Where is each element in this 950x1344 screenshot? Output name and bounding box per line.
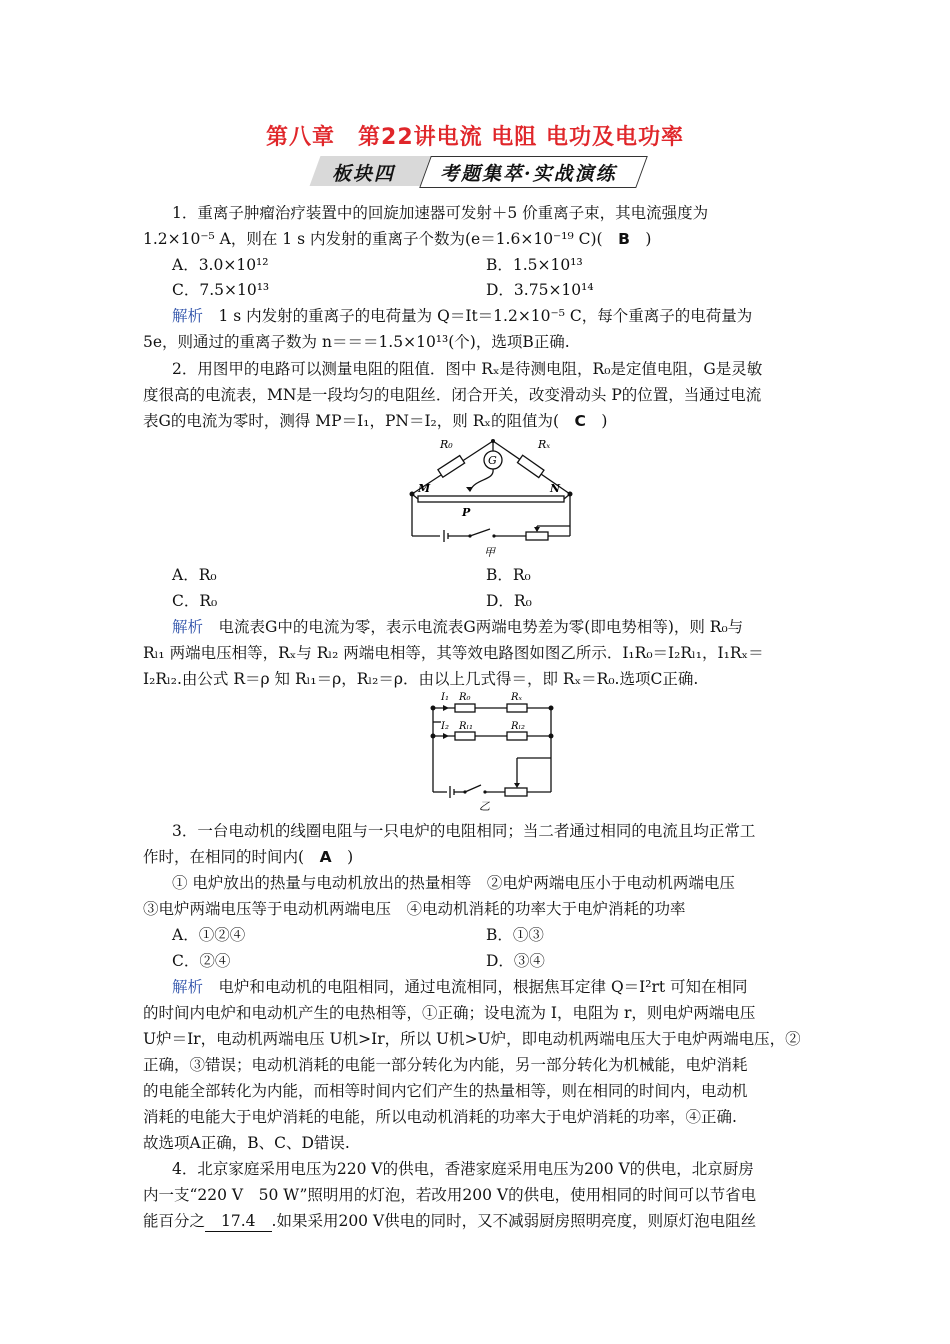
figure-yi-circuit xyxy=(425,688,560,813)
rheostat-b xyxy=(505,788,527,796)
q4-line-3 xyxy=(143,1208,783,1234)
banner-right-text: 考题集萃·实战演练 xyxy=(440,163,617,185)
fig1-label-g: G xyxy=(488,454,497,467)
q2-stem: 表G的电流为零时，测得 MP＝I₁，PN＝I₂，则 Rₓ的阻值为( xyxy=(143,412,559,430)
fig2-label-rx: Rₓ xyxy=(511,692,523,703)
q3-close: ) xyxy=(347,848,354,866)
q4-line-2: 内一支“220 V 50 W”照明用的灯泡，若改用200 V的供电，使用相同的时间可以节省电 xyxy=(143,1186,757,1204)
q1-analysis-label: 解析 xyxy=(172,307,204,325)
q1-answer: B xyxy=(618,230,630,248)
q2-option-a: A．R₀ xyxy=(172,566,217,584)
q1-line-1: 1．重离子肿瘤治疗装置中的回旋加速器可发射＋5 价重离子束，其电流强度为 xyxy=(172,204,709,222)
q3-line-2 xyxy=(143,844,783,870)
resistor-r0 xyxy=(438,456,465,478)
q2-analysis-1 xyxy=(172,614,812,640)
banner-left-text: 板块四 xyxy=(332,163,396,185)
q2-analysis-label: 解析 xyxy=(172,618,204,636)
q1-analysis-1 xyxy=(172,303,812,329)
page-title: 第八章 第22讲电流 电阻 电功及电功率 xyxy=(266,125,684,150)
fig2-label-i1: I₁ xyxy=(441,692,449,703)
q4-line-1: 4．北京家庭采用电压为220 V的供电，香港家庭采用电压为200 V的供电，北京厨房 xyxy=(172,1160,754,1178)
q2-option-b: B．R₀ xyxy=(486,566,531,584)
q3-analysis-5: 的电能全部转化为内能，而相等时间内它们产生的热量相等，则在相同的时间内，电动机 xyxy=(143,1082,748,1100)
q2-analysis-2: Rₗ₁ 两端电压相等，Rₓ与 Rₗ₂ 两端电相等，其等效电路图如图乙所示．I₁R₀＝I₂Rₗ₁，I₁Rₓ＝ xyxy=(143,644,764,662)
fig2-caption: 乙 xyxy=(479,800,490,813)
q3-statement-2: ③电炉两端电压等于电动机两端电压 ④电动机消耗的功率大于电炉消耗的功率 xyxy=(143,900,686,918)
q3-analysis-6: 消耗的电能大于电炉消耗的电能，所以电动机消耗的功率大于电炉消耗的功率，④正确. xyxy=(143,1108,737,1126)
fig2-label-rl2: Rₗ₂ xyxy=(511,721,525,732)
q1-close: ) xyxy=(645,230,652,248)
q1-option-a: A．3.0×10¹² xyxy=(172,256,269,274)
q2-line-1: 2．用图甲的电路可以测量电阻的阻值．图中 Rₓ是待测电阻，R₀是定值电阻，G是灵敏 xyxy=(172,360,763,378)
q1-option-b: B．1.5×10¹³ xyxy=(486,256,583,274)
resistor-rl1 xyxy=(455,732,475,740)
q2-option-c: C．R₀ xyxy=(172,592,218,610)
q3-stem: 作时，在相同的时间内( xyxy=(143,848,305,866)
resistor-r0-b xyxy=(455,704,475,712)
switch-b xyxy=(465,785,481,792)
q2-answer: C xyxy=(574,412,586,430)
q3-option-d: D．③④ xyxy=(486,952,545,970)
q3-option-b: B．①③ xyxy=(486,926,544,944)
switch xyxy=(470,529,490,536)
fig2-label-r0: R₀ xyxy=(459,692,471,703)
q1-analysis-2: 5e，则通过的重离子数为 n＝＝＝1.5×10¹³(个)，选项B正确. xyxy=(143,333,570,351)
q1-option-c: C．7.5×10¹³ xyxy=(172,281,270,299)
resistor-rx-b xyxy=(507,704,527,712)
q3-analysis-7: 故选项A正确，B、C、D错误. xyxy=(143,1134,350,1152)
q3-analysis-label: 解析 xyxy=(172,978,204,996)
q1-stem: 1.2×10⁻⁵ A，则在 1 s 内发射的重离子个数为(e＝1.6×10⁻¹⁹ C)( xyxy=(143,230,603,248)
fig1-label-m: M xyxy=(418,482,431,495)
q3-line-1: 3．一台电动机的线圈电阻与一只电炉的电阻相同；当二者通过相同的电流且均正常工 xyxy=(172,822,756,840)
q3-answer: A xyxy=(319,848,332,866)
q3-option-a: A．①②④ xyxy=(172,926,246,944)
q1-analysis-text-1: 1 s 内发射的重离子的电荷量为 Q＝It＝1.2×10⁻⁵ C，每个重离子的电荷量为 xyxy=(203,307,753,325)
q3-statement-1: ① 电炉放出的热量与电动机放出的热量相等 ②电炉两端电压小于电动机两端电压 xyxy=(172,874,735,892)
q1-line-2 xyxy=(143,226,783,252)
q4-blank-answer: 17.4 xyxy=(205,1211,272,1232)
q3-analysis-3: U炉＝Ir，电动机两端电压 U机>Ir，所以 U机>U炉，即电动机两端电压大于电炉两端电压，② xyxy=(143,1030,801,1048)
q3-analysis-1 xyxy=(172,974,812,1000)
fig2-label-i2: I₂ xyxy=(441,721,449,732)
slide-wire-mn xyxy=(418,496,564,502)
fig1-caption: 甲 xyxy=(484,546,495,559)
fig2-label-rl1: Rₗ₁ xyxy=(459,721,473,732)
q2-line-3 xyxy=(143,408,783,434)
q2-close: ) xyxy=(601,412,608,430)
fig1-label-r0: R₀ xyxy=(440,438,453,451)
q3-analysis-text-1: 电炉和电动机的电阻相同，通过电流相同，根据焦耳定律 Q＝I²rt 可知在相同 xyxy=(203,978,748,996)
resistor-rl2 xyxy=(507,732,527,740)
q3-option-c: C．②④ xyxy=(172,952,231,970)
q2-analysis-3: I₂Rₗ₂.由公式 R＝ρ 知 Rₗ₁＝ρ，Rₗ₂＝ρ．由以上几式得＝，即 Rₓ＝R₀.选项C正确. xyxy=(143,670,699,688)
resistor-rx xyxy=(517,455,543,477)
q4-stem-a: 能百分之 xyxy=(143,1212,206,1230)
figure-jia-circuit xyxy=(400,436,585,561)
rheostat xyxy=(526,532,548,540)
q4-stem-b: .如果采用200 V供电的同时，又不减弱厨房照明亮度，则原灯泡电阻丝 xyxy=(271,1212,757,1230)
q3-analysis-2: 的时间内电炉和电动机产生的电热相等，①正确；设电流为 I，电阻为 r，则电炉两端电压 xyxy=(143,1004,756,1022)
q2-option-d: D．R₀ xyxy=(486,592,532,610)
q2-line-2: 度很高的电流表，MN是一段均匀的电阻丝．闭合开关，改变滑动头 P的位置，当通过电流 xyxy=(143,386,762,404)
q1-option-d: D．3.75×10¹⁴ xyxy=(486,281,594,299)
fig1-label-p: P xyxy=(462,506,471,519)
q2-analysis-text-1: 电流表G中的电流为零，表示电流表G两端电势差为零(即电势相等)，则 R₀与 xyxy=(203,618,744,636)
q3-analysis-4: 正确，③错误；电动机消耗的电能一部分转化为内能，另一部分转化为机械能，电炉消耗 xyxy=(143,1056,748,1074)
fig1-label-rx: Rₓ xyxy=(538,438,551,451)
section-banner xyxy=(300,156,650,186)
fig1-label-n: N xyxy=(550,482,561,495)
